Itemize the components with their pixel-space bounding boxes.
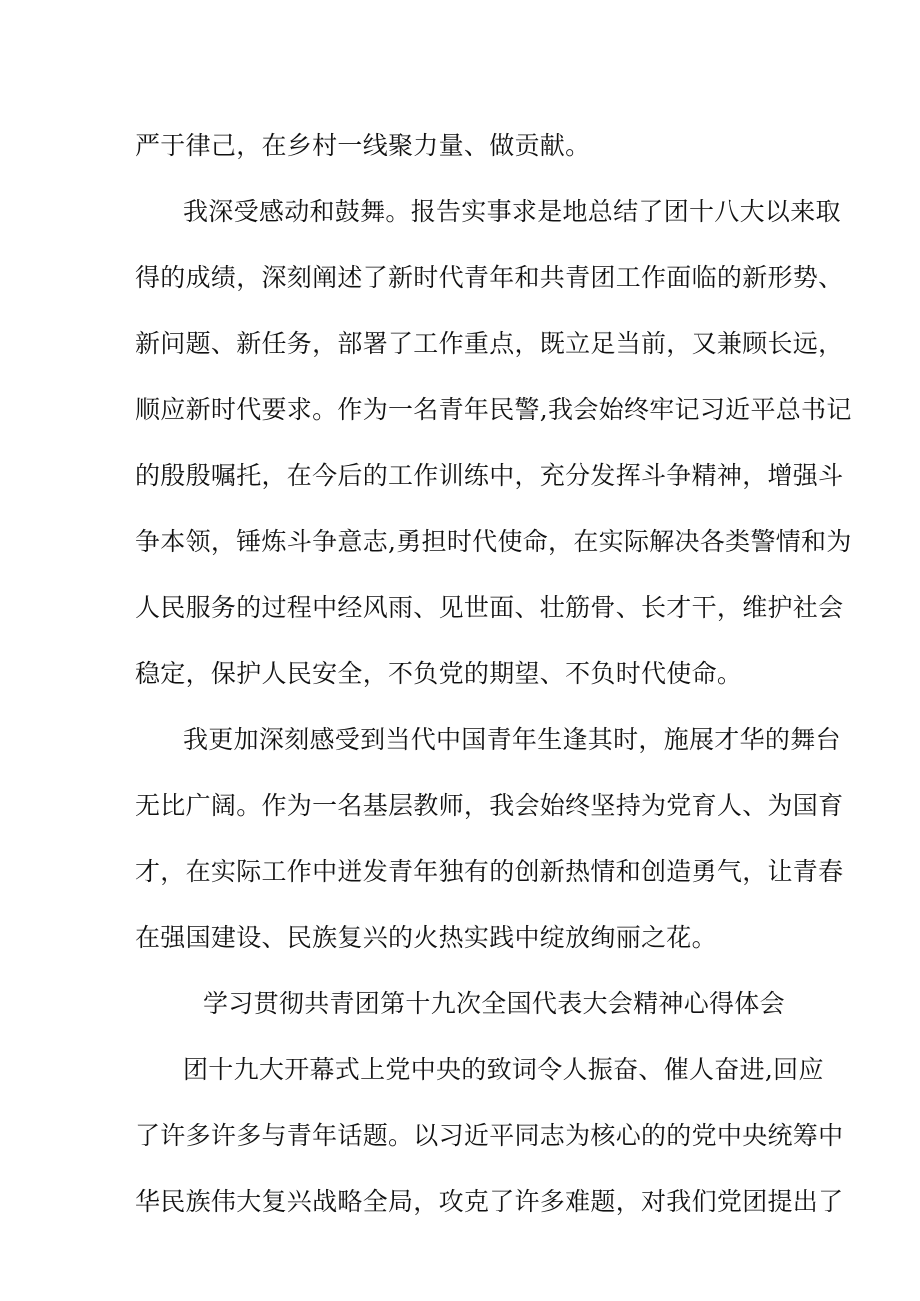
paragraph-line: 的殷殷嘱托，在今后的工作训练中，充分发挥斗争精神，增强斗 bbox=[135, 461, 844, 490]
paragraph-line: 争本领，锤炼斗争意志,勇担时代使命，在实际解决各类警情和为 bbox=[135, 527, 852, 556]
paragraph-line: 稳定，保护人民安全，不负党的期望、不负时代使命。 bbox=[135, 659, 743, 688]
paragraph-line: 团十九大开幕式上党中央的致词令人振奋、催人奋进,回应 bbox=[183, 1055, 824, 1084]
paragraph-line: 新问题、新任务，部署了工作重点，既立足当前，又兼顾长远， bbox=[135, 329, 844, 358]
paragraph-line: 华民族伟大复兴战略全局，攻克了许多难题，对我们党团提出了 bbox=[135, 1187, 844, 1216]
paragraph-line: 才，在实际工作中迸发青年独有的创新热情和创造勇气，让青春 bbox=[135, 857, 844, 886]
paragraph-line: 我深受感动和鼓舞。报告实事求是地总结了团十八大以来取 bbox=[183, 197, 841, 226]
paragraph-line: 在强国建设、民族复兴的火热实践中绽放绚丽之花。 bbox=[135, 923, 717, 952]
paragraph-line: 我更加深刻感受到当代中国青年生逢其时，施展才华的舞台 bbox=[183, 725, 841, 754]
paragraph-line: 顺应新时代要求。作为一名青年民警,我会始终牢记习近平总书记 bbox=[135, 395, 852, 424]
paragraph-line: 无比广阔。作为一名基层教师，我会始终坚持为党育人、为国育 bbox=[135, 791, 844, 820]
paragraph-line: 人民服务的过程中经风雨、见世面、壮筋骨、长才干，维护社会 bbox=[135, 593, 844, 622]
paragraph-line: 得的成绩，深刻阐述了新时代青年和共青团工作面临的新形势、 bbox=[135, 263, 844, 292]
paragraph-line: 严于律己，在乡村一线聚力量、做贡献。 bbox=[135, 131, 591, 160]
paragraph-line: 了许多许多与青年话题。以习近平同志为核心的的党中央统筹中 bbox=[135, 1121, 844, 1150]
section-title: 学习贯彻共青团第十九次全国代表大会精神心得体会 bbox=[203, 989, 785, 1018]
